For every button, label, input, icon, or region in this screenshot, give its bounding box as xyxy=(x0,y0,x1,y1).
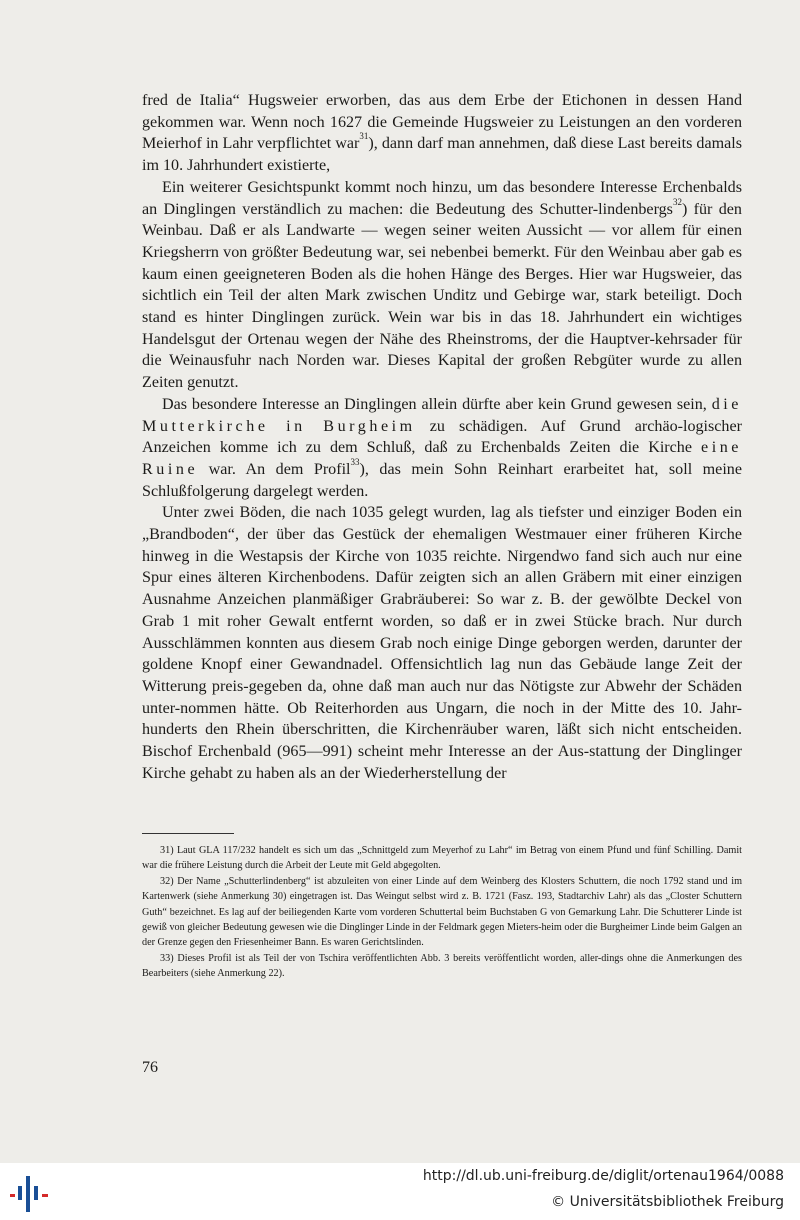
footnotes xyxy=(142,843,742,982)
page-number: 76 xyxy=(142,1059,158,1076)
footnote-reference: 33 xyxy=(350,456,360,467)
footnote-number: 31) xyxy=(160,845,174,856)
text-run: fred de Italia“ Hugsweier erworben, das aus dem Erbe der Etichonen in dessen Hand gekommen war. Wenn noch 1627 die Gemeinde Hugsweier zu Leistungen an den vorderen Meierhof in Lahr verpflichtet war xyxy=(142,92,742,153)
text-run: ), das mein Sohn Reinhart erarbeitet hat, soll meine Schlußfolgerung dargelegt werden. xyxy=(142,460,742,500)
paragraph xyxy=(142,90,742,177)
footnote-text: Dieses Profil ist als Teil der von Tschira veröffentlichten Abb. 3 bereits veröffentlicht worden, aller-dings ohne die Anmerkungen des Bearbeiters (siehe Anmerkung 22). xyxy=(142,952,743,980)
footnote xyxy=(142,874,742,951)
emphasized-text: eine Ruine xyxy=(142,439,742,478)
text-run: zu schädigen. Auf Grund archäo-logischer Anzeichen komme ich zu dem Schluß, daß zu Erchenbalds Zeiten die Kirche xyxy=(142,417,742,457)
body-text xyxy=(142,90,742,785)
footnote-text: Der Name „Schutterlindenberg“ ist abzuleiten von einer Linde auf dem Weinberg des Klosters Schuttern, die noch 1792 stand und im Kartenwerk (siehe Anmerkung 30) eingetragen ist. Das Weingut selbst wird z. B. 1721 (Fasz. 193, Stadtarchiv Lahr) als das „Closter Schuttern Guth“ bezeichnet. Es lag auf der beiliegenden Karte vom vorderen Schuttertal beim Buchstaben G von Gemarkung Lahr. Die Schutterer Linde ist gewiß von gleicher Bedeutung gewesen wie die Dinglinger Linde in der Feldmark gegen Mieters-heim oder die Burgheimer Linde beim Galgen an der Grenze gegen den Friesenheimer Bann. Es waren Gerichtslinden. xyxy=(142,875,742,949)
emphasized-text: die Mutterkirche in Burgheim xyxy=(142,395,742,435)
text-run: Unter zwei Böden, die nach 1035 gelegt wurden, lag als tiefster und einziger Boden ein „Brandboden“, der über das Gestück der ehemaligen Westmauer einer früheren Kirche hinweg in die Westapsis der Kirche von 1035 reichte. Nirgendwo fand sich auch nur eine Spur eines älteren Kirchenbodens. Dafür zeigten sich an allen Gräbern mit einer einzigen Ausnahme Anzeichen planmäßiger Grabräuberei: So war z. B. der gewölbte Deckel von Grab 1 mit roher Gewalt entfernt worden, so daß er in zwei Stücke brach. Nur durch Ausschlämmen konnten aus diesem Grab noch einige Dinge geborgen werden, darunter der goldene Knopf einer Gewandnadel. Offensichtlich lag nun das Gebäude lange Zeit der Witterung preis-gegeben da, ohne daß man auch nur das Nötigste zur Abwehr der Schäden unter-nommen hätte. Ob Reiterhorden aus Ungarn, die noch in der Mitte des 10. Jahr-hunderts den Rhein überschritten, die Kirchenräuber waren, läßt sich nicht entscheiden. Bischof Erchenbald (965—991) scheint mehr Interesse an der Aus-stattung der Dinglinger Kirche gehabt zu haben als an der Wiederherstellung der xyxy=(142,504,742,782)
copyright-text: © Universitätsbibliothek Freiburg xyxy=(551,1194,784,1210)
footnote xyxy=(142,843,742,874)
footnote-separator xyxy=(142,833,234,834)
text-run: ), dann darf man annehmen, daß diese Last bereits damals im 10. Jahrhundert existierte, xyxy=(142,135,743,175)
paragraph xyxy=(142,177,742,394)
text-run: ) für den Weinbau. Daß er als Landwarte — wegen seiner weiten Aussicht — vor allem für einen Kriegsherrn von größter Bedeutung war, sei nebenbei bemerkt. Für den Weinbau aber gab es kaum einen geeigneteren Boden als die hohen Hänge des Berges. Hier war Hugsweier, das sichtlich ein Teil der alten Mark zwischen Unditz und Gebirge war, stark beteiligt. Doch stand es hinter Dinglingen zurück. Wein war bis in das 18. Jahrhundert ein wichtiges Handelsgut der Ortenau wegen der Nähe des Rheinstroms, der die Hauptver-kehrsader für die Weinausfuhr nach Norden war. Dieses Kapital der großen Rebgüter wurde zu allen Zeiten genutzt. xyxy=(142,200,742,392)
footnote-text: Laut GLA 117/232 handelt es sich um das „Schnittgeld zum Meyerhof zu Lahr“ im Betrag von einem Pfund und fünf Schilling. Damit war die frühere Leistung durch die Arbeit der Leute mit Geld abgegolten. xyxy=(142,845,742,872)
paragraph xyxy=(142,394,742,503)
paragraph xyxy=(142,502,742,784)
text-run: Ein weiterer Gesichtspunkt kommt noch hinzu, um das besondere Interesse Erchenbalds an Dinglingen verständlich zu machen: die Bedeutung des Schutter-lindenbergs xyxy=(142,178,742,218)
text-run: war. An dem Profil xyxy=(198,460,351,478)
footnote-number: 33) xyxy=(160,952,174,964)
footnote-reference: 32 xyxy=(672,196,682,207)
footnote xyxy=(142,951,742,982)
text-run: Das besondere Interesse an Dinglingen allein dürfte aber kein Grund gewesen sein, xyxy=(162,395,712,413)
document-url-link[interactable]: http://dl.ub.uni-freiburg.de/diglit/ortenau1964/0088 xyxy=(422,1168,784,1184)
footnote-reference: 31 xyxy=(359,131,369,142)
ub-freiburg-logo-icon[interactable] xyxy=(10,1172,52,1212)
footnote-number: 32) xyxy=(160,875,174,887)
